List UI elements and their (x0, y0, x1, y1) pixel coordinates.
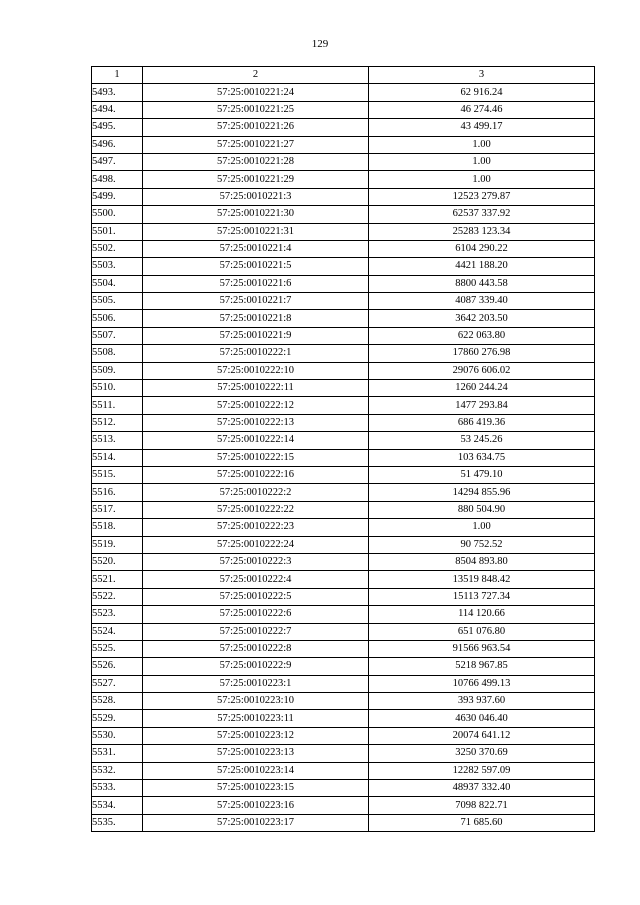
cadastral-number-cell: 57:25:0010222:13 (143, 414, 369, 431)
cadastral-number-cell: 57:25:0010222:16 (143, 466, 369, 483)
value-cell: 880 504.90 (369, 501, 595, 518)
cadastral-number-cell: 57:25:0010223:11 (143, 710, 369, 727)
value-cell: 393 937.60 (369, 693, 595, 710)
value-cell: 25283 123.34 (369, 223, 595, 240)
row-index-cell: 5524. (92, 623, 143, 640)
row-index-cell: 5521. (92, 571, 143, 588)
table-row (92, 762, 595, 779)
value-cell: 1260 244.24 (369, 380, 595, 397)
row-index-cell: 5502. (92, 240, 143, 257)
cadastral-number-cell: 57:25:0010222:6 (143, 606, 369, 623)
value-cell: 51 479.10 (369, 466, 595, 483)
value-cell: 29076 606.02 (369, 362, 595, 379)
row-index-cell: 5527. (92, 675, 143, 692)
value-cell: 8504 893.80 (369, 553, 595, 570)
value-cell: 71 685.60 (369, 814, 595, 831)
value-cell: 1.00 (369, 519, 595, 536)
value-cell: 1477 293.84 (369, 397, 595, 414)
table-row (92, 623, 595, 640)
table-row (92, 797, 595, 814)
table-row (92, 675, 595, 692)
row-index-cell: 5522. (92, 588, 143, 605)
table-body (92, 84, 595, 832)
row-index-cell: 5501. (92, 223, 143, 240)
table-row (92, 449, 595, 466)
table-row (92, 484, 595, 501)
cadastral-number-cell: 57:25:0010222:7 (143, 623, 369, 640)
table-row (92, 658, 595, 675)
table-row (92, 536, 595, 553)
value-cell: 3250 370.69 (369, 745, 595, 762)
row-index-cell: 5493. (92, 84, 143, 101)
table-row (92, 258, 595, 275)
row-index-cell: 5517. (92, 501, 143, 518)
row-index-cell: 5525. (92, 640, 143, 657)
cadastral-number-cell: 57:25:0010221:25 (143, 101, 369, 118)
value-cell: 4630 046.40 (369, 710, 595, 727)
table-row (92, 710, 595, 727)
cadastral-number-cell: 57:25:0010222:14 (143, 432, 369, 449)
row-index-cell: 5530. (92, 727, 143, 744)
value-cell: 103 634.75 (369, 449, 595, 466)
cadastral-number-cell: 57:25:0010223:10 (143, 693, 369, 710)
table-row (92, 119, 595, 136)
cadastral-value-table (91, 66, 595, 832)
cadastral-number-cell: 57:25:0010222:12 (143, 397, 369, 414)
cadastral-number-cell: 57:25:0010221:30 (143, 206, 369, 223)
row-index-cell: 5513. (92, 432, 143, 449)
table-row (92, 466, 595, 483)
row-index-cell: 5495. (92, 119, 143, 136)
cadastral-number-cell: 57:25:0010222:4 (143, 571, 369, 588)
table-row (92, 345, 595, 362)
cadastral-number-cell: 57:25:0010221:3 (143, 188, 369, 205)
table-row (92, 275, 595, 292)
table-row (92, 745, 595, 762)
row-index-cell: 5494. (92, 101, 143, 118)
value-cell: 90 752.52 (369, 536, 595, 553)
table-row (92, 380, 595, 397)
column-header-cadastral-number: 2 (143, 67, 369, 84)
table-row (92, 606, 595, 623)
table-row (92, 327, 595, 344)
row-index-cell: 5533. (92, 780, 143, 797)
value-cell: 15113 727.34 (369, 588, 595, 605)
value-cell: 10766 499.13 (369, 675, 595, 692)
row-index-cell: 5509. (92, 362, 143, 379)
cadastral-number-cell: 57:25:0010221:24 (143, 84, 369, 101)
cadastral-number-cell: 57:25:0010222:22 (143, 501, 369, 518)
row-index-cell: 5516. (92, 484, 143, 501)
row-index-cell: 5508. (92, 345, 143, 362)
cadastral-number-cell: 57:25:0010221:5 (143, 258, 369, 275)
cadastral-number-cell: 57:25:0010222:11 (143, 380, 369, 397)
table-row (92, 171, 595, 188)
cadastral-number-cell: 57:25:0010221:8 (143, 310, 369, 327)
cadastral-number-cell: 57:25:0010222:24 (143, 536, 369, 553)
value-cell: 20074 641.12 (369, 727, 595, 744)
table-row (92, 293, 595, 310)
row-index-cell: 5532. (92, 762, 143, 779)
cadastral-number-cell: 57:25:0010221:27 (143, 136, 369, 153)
table-row (92, 814, 595, 831)
table-header-row (92, 67, 595, 84)
row-index-cell: 5523. (92, 606, 143, 623)
value-cell: 3642 203.50 (369, 310, 595, 327)
table-row (92, 727, 595, 744)
row-index-cell: 5512. (92, 414, 143, 431)
row-index-cell: 5505. (92, 293, 143, 310)
cadastral-number-cell: 57:25:0010222:5 (143, 588, 369, 605)
cadastral-number-cell: 57:25:0010223:13 (143, 745, 369, 762)
cadastral-number-cell: 57:25:0010221:6 (143, 275, 369, 292)
table-row (92, 136, 595, 153)
row-index-cell: 5515. (92, 466, 143, 483)
value-cell: 17860 276.98 (369, 345, 595, 362)
column-header-index: 1 (92, 67, 143, 84)
cadastral-number-cell: 57:25:0010222:9 (143, 658, 369, 675)
table-row (92, 101, 595, 118)
cadastral-number-cell: 57:25:0010222:2 (143, 484, 369, 501)
row-index-cell: 5511. (92, 397, 143, 414)
table-row (92, 571, 595, 588)
table-row (92, 519, 595, 536)
row-index-cell: 5535. (92, 814, 143, 831)
row-index-cell: 5507. (92, 327, 143, 344)
cadastral-number-cell: 57:25:0010222:15 (143, 449, 369, 466)
cadastral-number-cell: 57:25:0010222:10 (143, 362, 369, 379)
value-cell: 1.00 (369, 136, 595, 153)
table-row (92, 501, 595, 518)
value-cell: 62537 337.92 (369, 206, 595, 223)
table-row (92, 432, 595, 449)
table-row (92, 362, 595, 379)
value-cell: 13519 848.42 (369, 571, 595, 588)
value-cell: 48937 332.40 (369, 780, 595, 797)
row-index-cell: 5528. (92, 693, 143, 710)
cadastral-number-cell: 57:25:0010221:26 (143, 119, 369, 136)
row-index-cell: 5529. (92, 710, 143, 727)
table-row (92, 206, 595, 223)
cadastral-number-cell: 57:25:0010222:3 (143, 553, 369, 570)
cadastral-number-cell: 57:25:0010223:16 (143, 797, 369, 814)
row-index-cell: 5526. (92, 658, 143, 675)
value-cell: 7098 822.71 (369, 797, 595, 814)
value-cell: 91566 963.54 (369, 640, 595, 657)
value-cell: 46 274.46 (369, 101, 595, 118)
row-index-cell: 5498. (92, 171, 143, 188)
table-row (92, 153, 595, 170)
value-cell: 43 499.17 (369, 119, 595, 136)
cadastral-number-cell: 57:25:0010221:31 (143, 223, 369, 240)
row-index-cell: 5519. (92, 536, 143, 553)
cadastral-number-cell: 57:25:0010223:15 (143, 780, 369, 797)
table-row (92, 240, 595, 257)
cadastral-number-cell: 57:25:0010221:4 (143, 240, 369, 257)
cadastral-number-cell: 57:25:0010222:23 (143, 519, 369, 536)
cadastral-number-cell: 57:25:0010221:7 (143, 293, 369, 310)
row-index-cell: 5497. (92, 153, 143, 170)
row-index-cell: 5500. (92, 206, 143, 223)
value-cell: 114 120.66 (369, 606, 595, 623)
value-cell: 686 419.36 (369, 414, 595, 431)
value-cell: 12282 597.09 (369, 762, 595, 779)
cadastral-number-cell: 57:25:0010223:14 (143, 762, 369, 779)
row-index-cell: 5518. (92, 519, 143, 536)
value-cell: 4087 339.40 (369, 293, 595, 310)
row-index-cell: 5496. (92, 136, 143, 153)
table-row (92, 84, 595, 101)
value-cell: 4421 188.20 (369, 258, 595, 275)
value-cell: 8800 443.58 (369, 275, 595, 292)
table-row (92, 414, 595, 431)
value-cell: 12523 279.87 (369, 188, 595, 205)
value-cell: 1.00 (369, 153, 595, 170)
row-index-cell: 5520. (92, 553, 143, 570)
row-index-cell: 5514. (92, 449, 143, 466)
table-row (92, 188, 595, 205)
row-index-cell: 5499. (92, 188, 143, 205)
cadastral-number-cell: 57:25:0010221:28 (143, 153, 369, 170)
value-cell: 14294 855.96 (369, 484, 595, 501)
value-cell: 1.00 (369, 171, 595, 188)
row-index-cell: 5534. (92, 797, 143, 814)
table-row (92, 553, 595, 570)
table-row (92, 397, 595, 414)
value-cell: 53 245.26 (369, 432, 595, 449)
cadastral-number-cell: 57:25:0010223:17 (143, 814, 369, 831)
row-index-cell: 5504. (92, 275, 143, 292)
table-row (92, 780, 595, 797)
table-row (92, 693, 595, 710)
row-index-cell: 5506. (92, 310, 143, 327)
value-cell: 6104 290.22 (369, 240, 595, 257)
value-cell: 5218 967.85 (369, 658, 595, 675)
cadastral-number-cell: 57:25:0010222:1 (143, 345, 369, 362)
table-row (92, 640, 595, 657)
table-row (92, 588, 595, 605)
value-cell: 651 076.80 (369, 623, 595, 640)
column-header-value: 3 (369, 67, 595, 84)
table-row (92, 310, 595, 327)
cadastral-number-cell: 57:25:0010223:12 (143, 727, 369, 744)
page-number: 129 (311, 38, 329, 50)
cadastral-number-cell: 57:25:0010222:8 (143, 640, 369, 657)
row-index-cell: 5531. (92, 745, 143, 762)
cadastral-number-cell: 57:25:0010223:1 (143, 675, 369, 692)
value-cell: 622 063.80 (369, 327, 595, 344)
cadastral-number-cell: 57:25:0010221:9 (143, 327, 369, 344)
cadastral-number-cell: 57:25:0010221:29 (143, 171, 369, 188)
row-index-cell: 5510. (92, 380, 143, 397)
row-index-cell: 5503. (92, 258, 143, 275)
value-cell: 62 916.24 (369, 84, 595, 101)
table-row (92, 223, 595, 240)
